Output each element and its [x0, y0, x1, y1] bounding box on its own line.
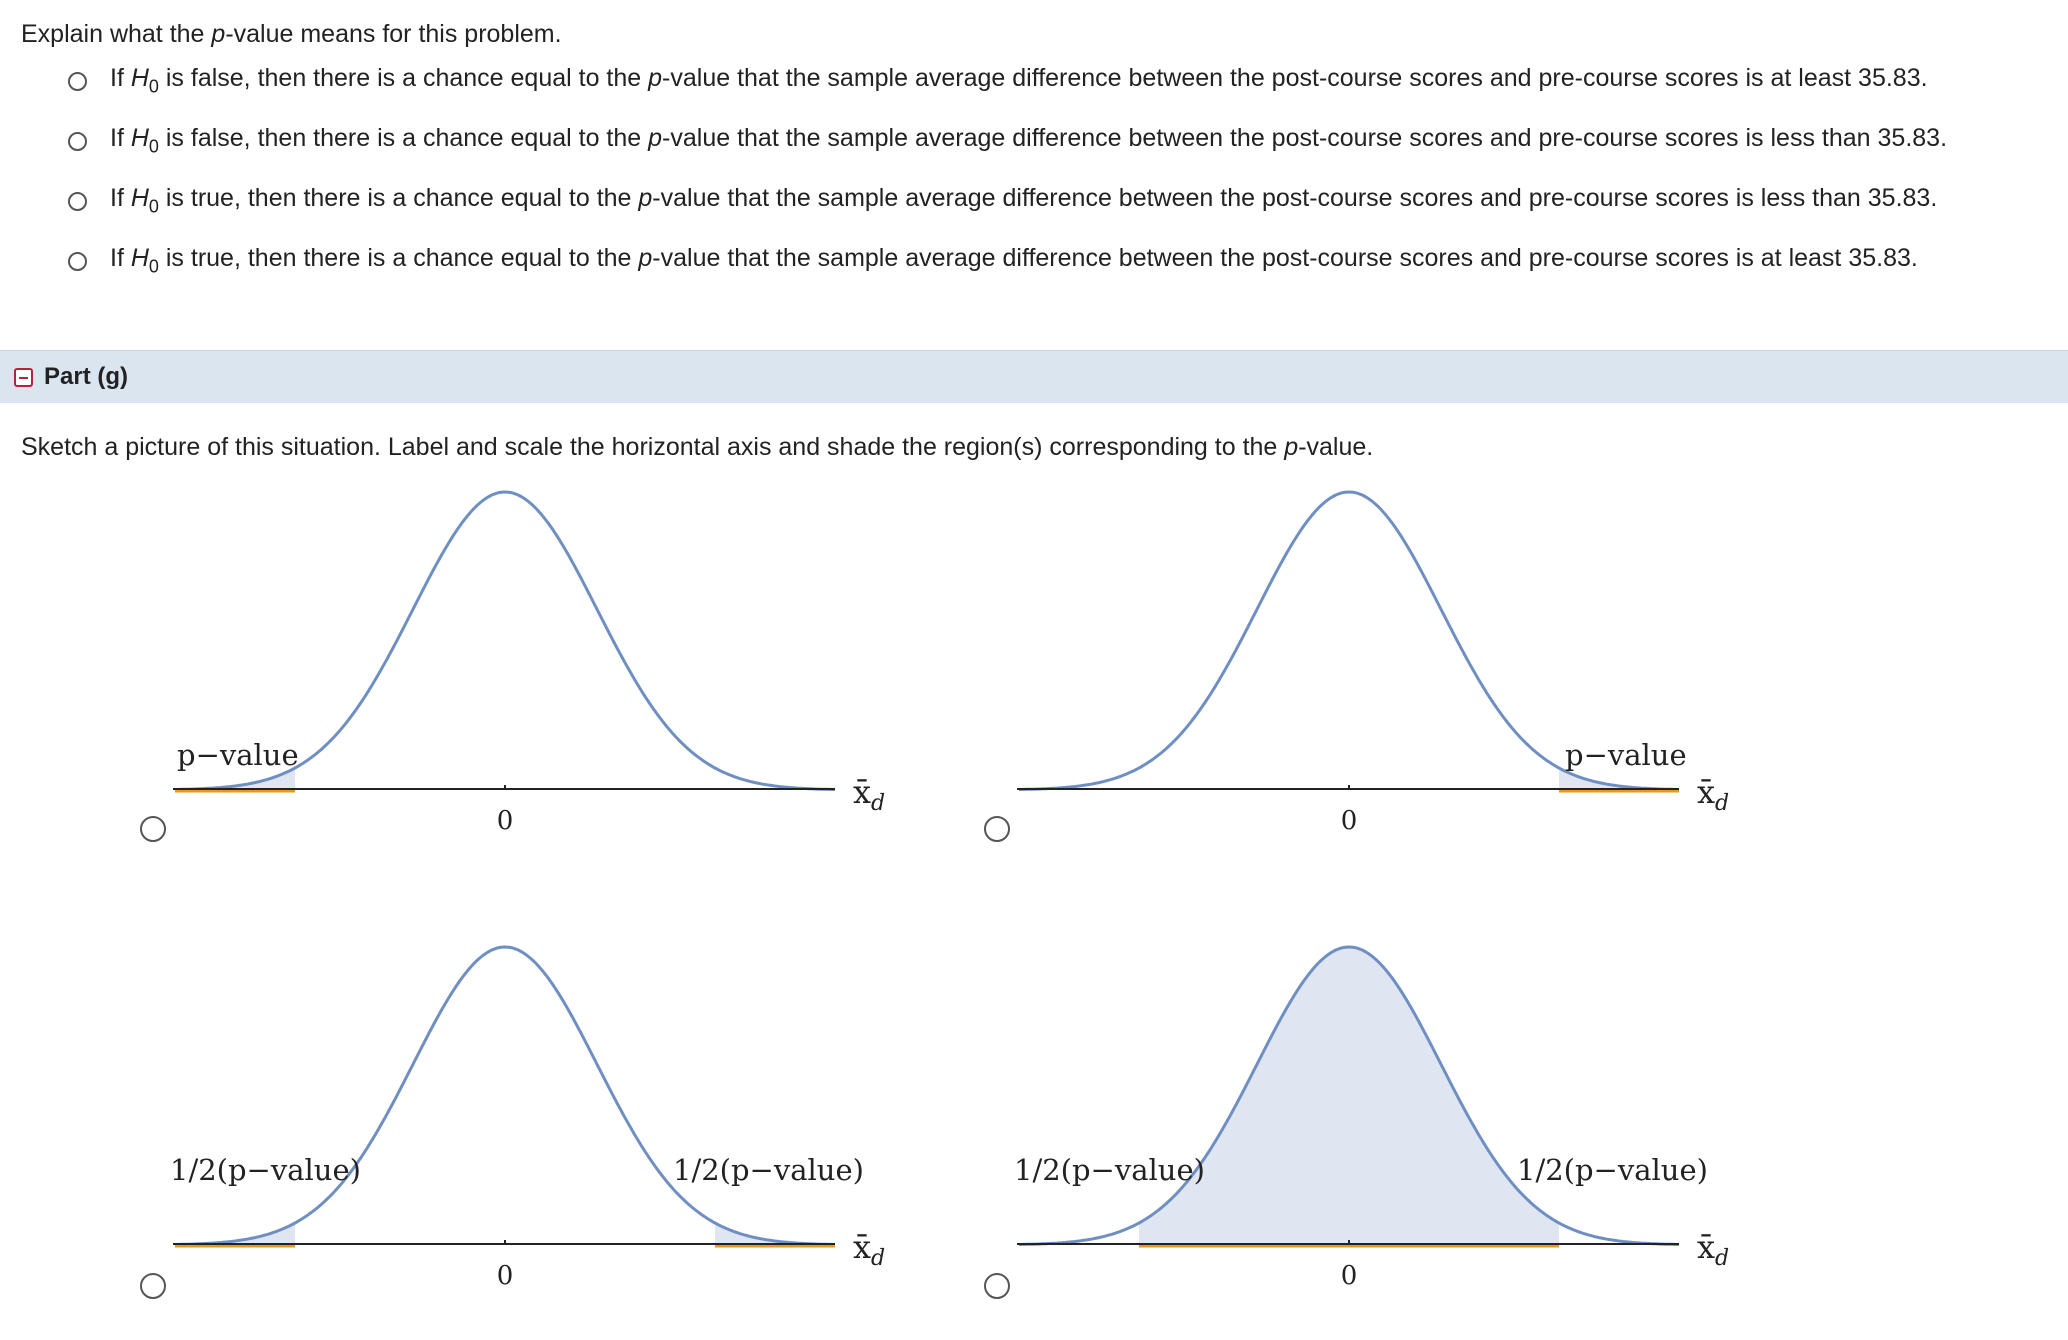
collapse-icon[interactable] [14, 368, 33, 387]
answer-option-2[interactable] [68, 121, 1947, 161]
instruction-suffix: -value. [1298, 433, 1374, 461]
graph-2-radio[interactable] [984, 816, 1010, 842]
option-2-rest: -value that the sample average difference between the post-course scores and pre-course scores is less than 35.83. [662, 124, 1948, 153]
option-1-radio[interactable] [68, 72, 87, 91]
half-p-value-label-right: 1/2(p−value) [1517, 1153, 1708, 1187]
option-2-h: H [130, 124, 149, 153]
tick-label-zero: 0 [496, 1261, 514, 1291]
part-g-header[interactable] [0, 350, 2068, 403]
option-3-rest: -value that the sample average difference between the post-course scores and pre-course scores is less than 35.83. [652, 184, 1938, 213]
graph-two-tails [160, 935, 920, 1295]
question-p: p [211, 20, 226, 48]
option-3-h: H [130, 184, 149, 213]
option-2-p: p [648, 124, 663, 153]
option-3-text [110, 184, 1937, 217]
p-value-label-right: p−value [1565, 738, 1687, 772]
option-2-state: is false, then there is a chance equal to the [158, 124, 649, 153]
option-3-radio[interactable] [68, 192, 87, 211]
option-1-h: H [130, 64, 149, 93]
option-1-rest: -value that the sample average difference between the post-course scores and pre-course scores is at least 35.83. [662, 64, 1928, 93]
option-4-text [110, 244, 1918, 277]
option-2-radio[interactable] [68, 132, 87, 151]
axis-variable: x̄ [853, 773, 872, 811]
option-1-sub: 0 [148, 76, 159, 97]
option-4-radio[interactable] [68, 252, 87, 271]
graph-left-tail [160, 480, 920, 840]
axis-variable-subscript: d [1715, 1246, 1730, 1271]
half-p-value-label-left: 1/2(p−value) [170, 1153, 361, 1187]
option-2-text [110, 124, 1947, 157]
option-3-if: If [110, 184, 131, 213]
half-p-value-label-left: 1/2(p−value) [1014, 1153, 1205, 1187]
option-4-sub: 0 [148, 256, 159, 277]
graph-right-tail [1004, 480, 1764, 840]
tick-label-zero: 0 [1340, 1261, 1358, 1291]
option-3-state: is true, then there is a chance equal to the [158, 184, 639, 213]
axis-variable: x̄ [1697, 773, 1716, 811]
option-2-if: If [110, 124, 131, 153]
normal-curve [175, 947, 835, 1245]
axis-variable: x̄ [1697, 1228, 1716, 1266]
option-1-text [110, 64, 1928, 97]
part-title: Part (g) [44, 363, 128, 390]
tick-label-zero: 0 [1340, 806, 1358, 836]
graph-1-radio[interactable] [140, 816, 166, 842]
answer-option-3[interactable] [68, 181, 1937, 221]
p-value-label-left: p−value [177, 738, 299, 772]
instruction-prefix: Sketch a picture of this situation. Label and scale the horizontal axis and shade the region(s) corresponding to the [21, 433, 1285, 461]
shaded-region [1139, 947, 1559, 1245]
question-prefix: Explain what the [21, 20, 212, 48]
option-4-if: If [110, 244, 131, 273]
answer-option-4[interactable] [68, 241, 1918, 281]
axis-variable-subscript: d [871, 1246, 886, 1271]
option-4-rest: -value that the sample average difference between the post-course scores and pre-course scores is at least 35.83. [652, 244, 1918, 273]
option-4-state: is true, then there is a chance equal to the [158, 244, 639, 273]
option-3-p: p [638, 184, 653, 213]
graph-4-radio[interactable] [984, 1273, 1010, 1299]
option-1-state: is false, then there is a chance equal to the [158, 64, 649, 93]
question-prompt [21, 20, 562, 49]
instruction-p: p [1284, 433, 1299, 461]
graph-3-radio[interactable] [140, 1273, 166, 1299]
option-4-h: H [130, 244, 149, 273]
option-1-if: If [110, 64, 131, 93]
sketch-instruction [21, 433, 1373, 462]
option-2-sub: 0 [148, 136, 159, 157]
graph-center [1004, 935, 1764, 1295]
option-4-p: p [638, 244, 653, 273]
axis-variable: x̄ [853, 1228, 872, 1266]
question-suffix: -value means for this problem. [225, 20, 562, 48]
half-p-value-label-right: 1/2(p−value) [673, 1153, 864, 1187]
option-3-sub: 0 [148, 196, 159, 217]
tick-label-zero: 0 [496, 806, 514, 836]
option-1-p: p [648, 64, 663, 93]
answer-option-1[interactable] [68, 61, 1928, 101]
axis-variable-subscript: d [1715, 791, 1730, 816]
axis-variable-subscript: d [871, 791, 886, 816]
